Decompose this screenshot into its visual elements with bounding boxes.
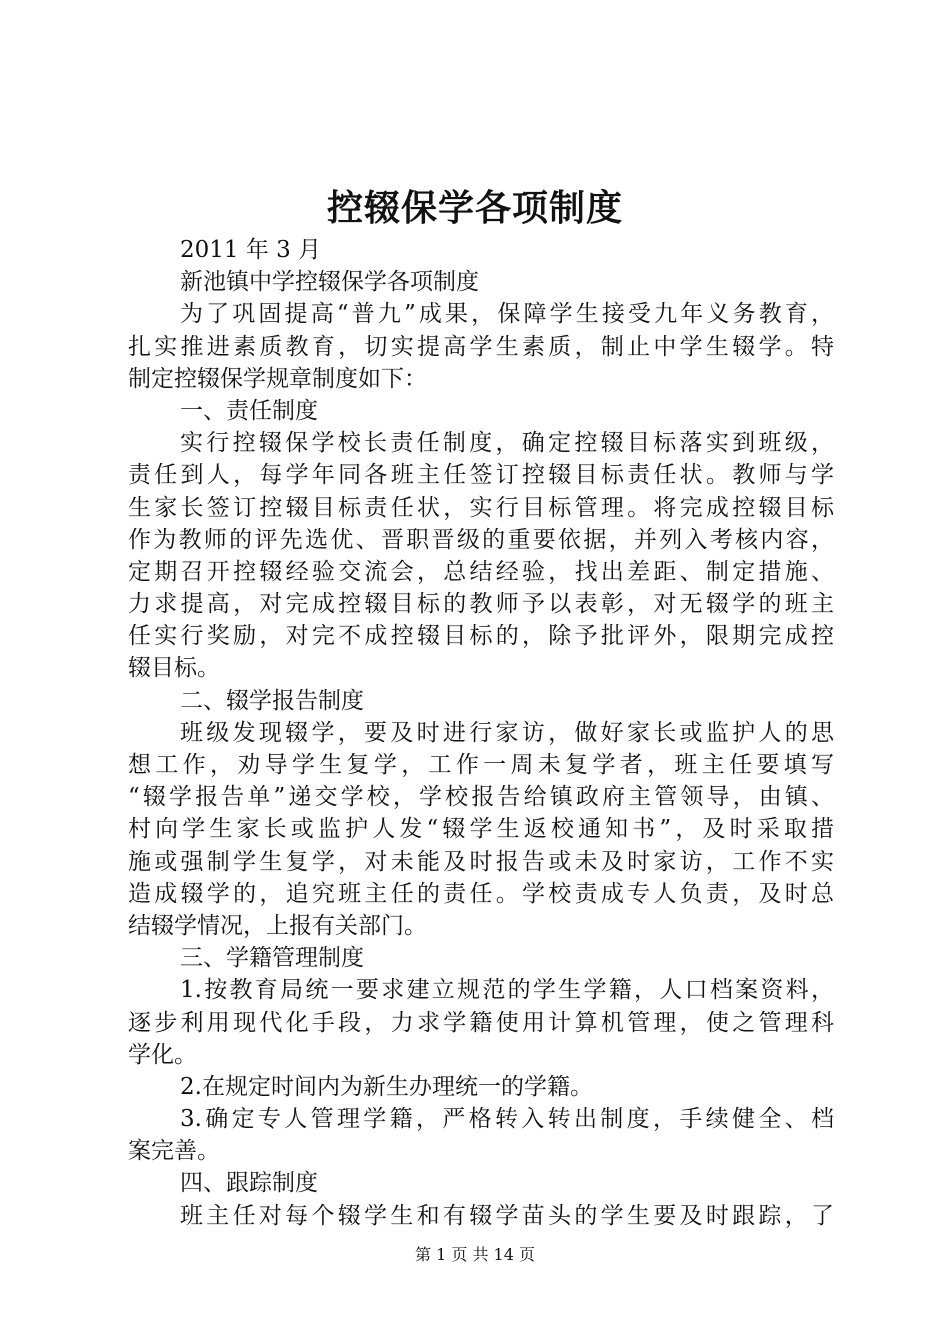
document-body <box>128 234 834 1232</box>
page-title: 控辍保学各项制度 <box>326 187 623 229</box>
text-line: 施或强制学生复学，对未能及时报告或未及时家访，工作不实 <box>128 848 834 875</box>
text-line: 2.在规定时间内为新生办理统一的学籍。 <box>180 1073 593 1100</box>
text-line: 作为教师的评先选优、晋职晋级的重要依据，并列入考核内容， <box>128 526 834 553</box>
text-line: 造成辍学的，追究班主任的责任。学校责成专人负责，及时总 <box>128 880 834 907</box>
text-line: 逐步利用现代化手段，力求学籍使用计算机管理，使之管理科 <box>128 1009 834 1036</box>
text-line: 案完善。 <box>128 1138 220 1165</box>
text-line: 班级发现辍学，要及时进行家访，做好家长或监护人的思 <box>180 719 834 746</box>
text-line: 一、责任制度 <box>180 397 318 424</box>
text-line: 定期召开控辍经验交流会，总结经验，找出差距、制定措施、 <box>128 558 834 585</box>
text-line: 二、辍学报告制度 <box>180 687 364 714</box>
text-line: 辍目标。 <box>128 655 220 682</box>
text-line: 四、跟踪制度 <box>180 1170 318 1197</box>
text-line: 村向学生家长或监护人发“辍学生返校通知书”，及时采取措 <box>128 816 834 843</box>
text-line: 实行控辍保学校长责任制度，确定控辍目标落实到班级， <box>180 430 834 457</box>
text-line: 扎实推进素质教育，切实提高学生素质，制止中学生辍学。特 <box>128 333 834 360</box>
text-line: 为了巩固提高“普九”成果，保障学生接受九年义务教育， <box>180 301 834 328</box>
text-line: 责任到人，每学年同各班主任签订控辍目标责任状。教师与学 <box>128 462 834 489</box>
text-line: 2011 年 3 月 <box>180 237 322 263</box>
text-line: 制定控辍保学规章制度如下： <box>128 365 427 392</box>
text-line: 想工作，劝导学生复学，工作一周未复学者，班主任要填写 <box>128 752 834 778</box>
text-line: 力求提高，对完成控辍目标的教师予以表彰，对无辍学的班主 <box>128 591 834 618</box>
text-line: 3.确定专人管理学籍，严格转入转出制度，手续健全、档 <box>180 1106 834 1133</box>
page-footer: 第 1 页 共 14 页 <box>415 1245 535 1264</box>
text-line: 1.按教育局统一要求建立规范的学生学籍，人口档案资料， <box>180 977 834 1004</box>
text-line: 班主任对每个辍学生和有辍学苗头的学生要及时跟踪，了 <box>180 1202 834 1229</box>
text-line: 结辍学情况，上报有关部门。 <box>128 912 427 939</box>
text-line: 任实行奖励，对完不成控辍目标的，除予批评外，限期完成控 <box>128 623 834 650</box>
text-line: 三、学籍管理制度 <box>180 945 364 972</box>
text-line: 新池镇中学控辍保学各项制度 <box>180 269 479 296</box>
text-line: 生家长签订控辍目标责任状，实行目标管理。将完成控辍目标 <box>128 494 834 521</box>
text-line: 学化。 <box>128 1041 197 1068</box>
text-line: “辍学报告单”递交学校，学校报告给镇政府主管领导，由镇、 <box>128 784 834 811</box>
